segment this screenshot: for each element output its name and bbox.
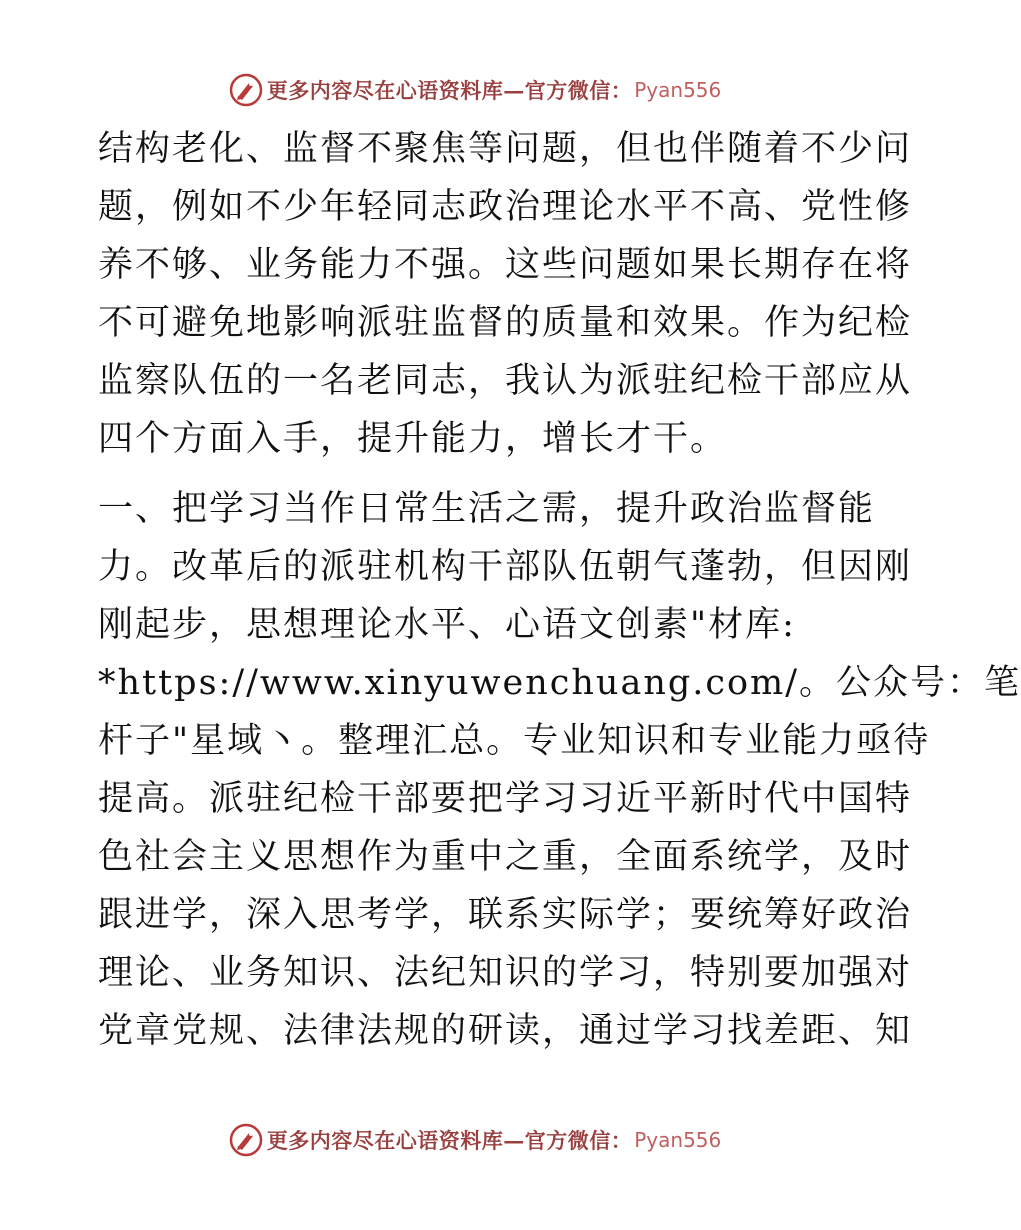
text-line: 监察队伍的一名老同志，我认为派驻纪检干部应从 [98, 361, 913, 401]
text-line: *https://www.xinyuwenchuang.com/。公众号：笔 [98, 663, 1021, 703]
text-line: 养不够、业务能力不强。这些问题如果长期存在将 [98, 245, 913, 285]
paragraph [98, 480, 1021, 1060]
header-banner [0, 70, 950, 110]
text-line: 刚起步，思想理论水平、心语文创素"材库: [98, 605, 796, 645]
document-body [98, 120, 1021, 1060]
footer-banner [0, 1120, 950, 1160]
banner-contact: Pyan556 [634, 78, 722, 102]
text-line: 跟进学，深入思考学，联系实际学；要统筹好政治 [98, 895, 913, 935]
text-line: 色社会主义思想作为重中之重，全面系统学，及时 [98, 837, 913, 877]
text-line: 题，例如不少年轻同志政治理论水平不高、党性修 [98, 187, 913, 227]
text-line: 结构老化、监督不聚焦等问题，但也伴随着不少问 [98, 129, 913, 169]
text-line: 四个方面入手，提升能力，增长才干。 [98, 419, 728, 459]
text-line: 不可避免地影响派驻监督的质量和效果。作为纪检 [98, 303, 913, 343]
banner-contact: Pyan556 [634, 1128, 722, 1152]
text-line: 提高。派驻纪检干部要把学习习近平新时代中国特 [98, 779, 913, 819]
text-line: 一、把学习当作日常生活之需，提升政治监督能 [98, 489, 876, 529]
text-line: 理论、业务知识、法纪知识的学习，特别要加强对 [98, 953, 913, 993]
banner-text: 更多内容尽在心语资料库—官方微信： [266, 78, 633, 103]
paragraph [98, 120, 913, 468]
paragraph-gap [98, 468, 858, 480]
text-line: 党章党规、法律法规的研读，通过学习找差距、知 [98, 1011, 913, 1051]
logo-icon [229, 73, 263, 107]
banner-text: 更多内容尽在心语资料库—官方微信： [266, 1128, 633, 1153]
text-line: 力。改革后的派驻机构干部队伍朝气蓬勃，但因刚 [98, 547, 913, 587]
logo-icon [229, 1123, 263, 1157]
text-line: 杆子"星域丶。整理汇总。专业知识和专业能力亟待 [98, 721, 931, 761]
